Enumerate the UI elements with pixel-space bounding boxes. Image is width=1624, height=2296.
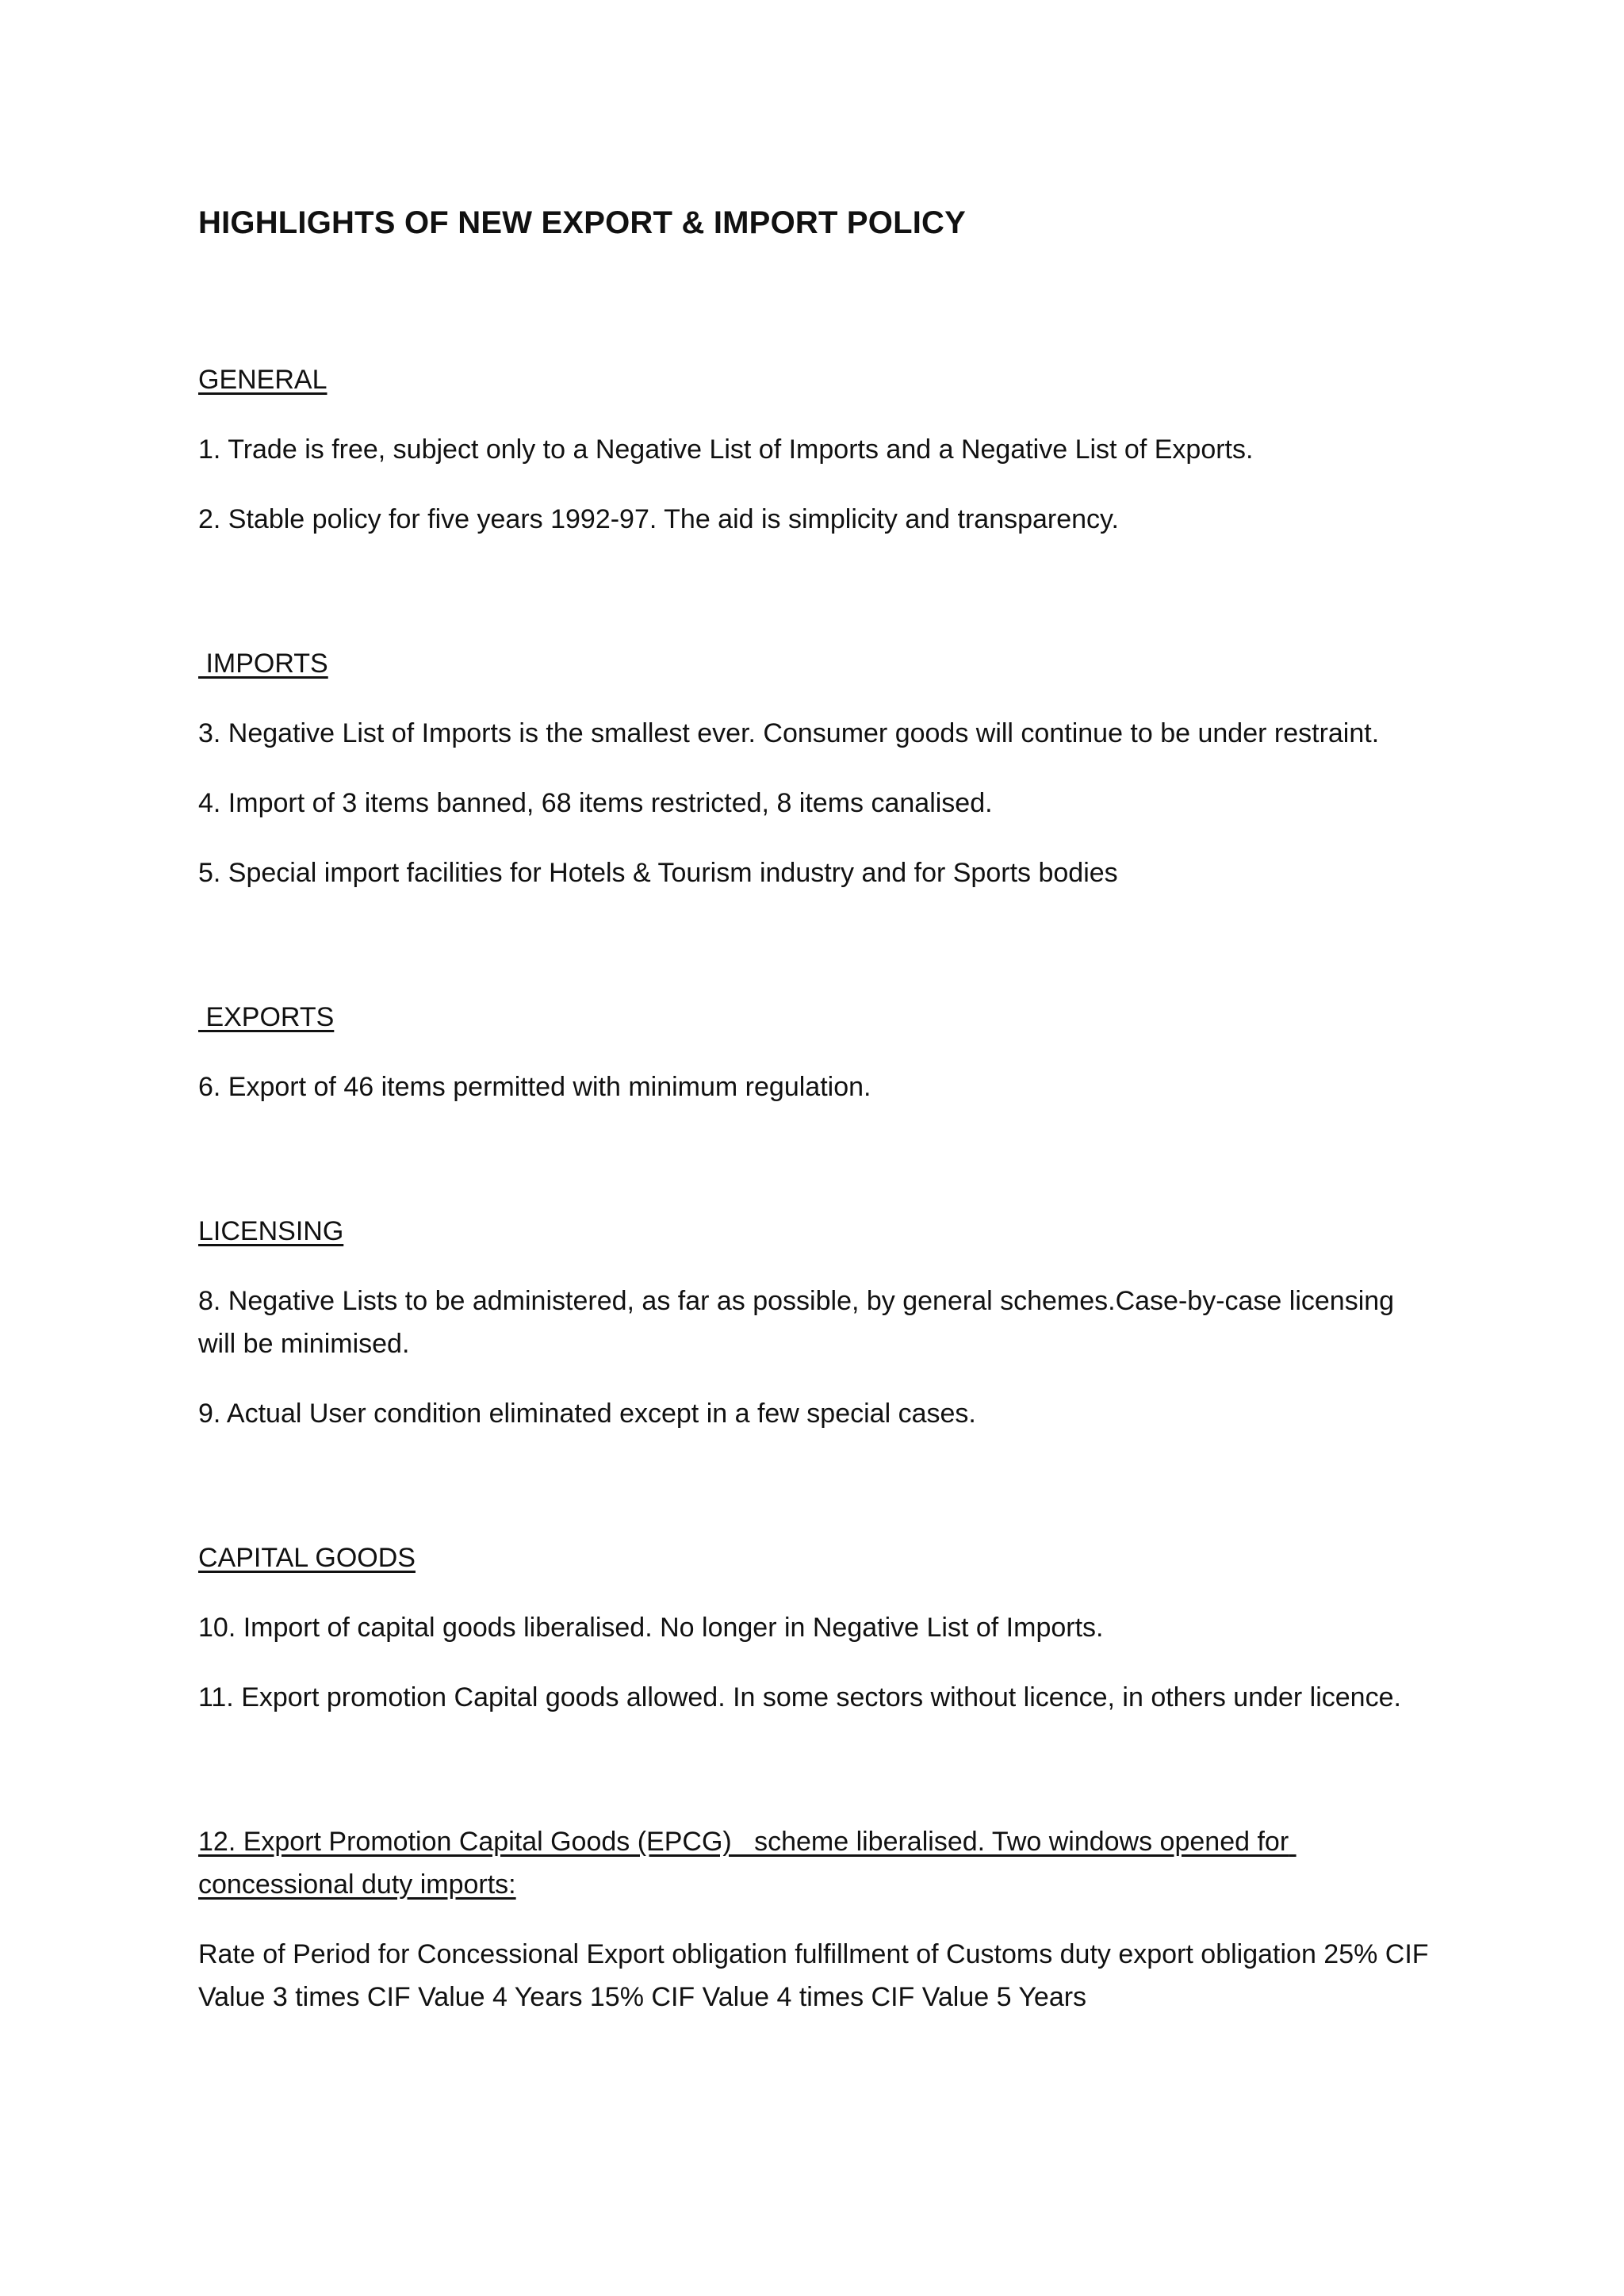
epcg-rates-paragraph: Rate of Period for Concessional Export obligation fulfillment of Customs duty export obligation 25% CIF Value 3 times CIF Value 4 Years 15% CIF Value 4 times CIF Value 5 Years <box>198 1939 1429 2012</box>
policy-item-11: 11. Export promotion Capital goods allowed. In some sectors without licence, in others under licence. <box>198 1682 1401 1712</box>
policy-item-6: 6. Export of 46 items permitted with minimum regulation. <box>198 1072 871 1102</box>
section-heading-imports: IMPORTS <box>198 649 328 679</box>
policy-item-5: 5. Special import facilities for Hotels & Tourism industry and for Sports bodies <box>198 858 1118 888</box>
section-heading-licensing: LICENSING <box>198 1216 344 1246</box>
section-heading-general: GENERAL <box>198 365 327 395</box>
policy-item-1: 1. Trade is free, subject only to a Negative List of Imports and a Negative List of Exports. <box>198 434 1254 465</box>
policy-item-8: 8. Negative Lists to be administered, as far as possible, by general schemes.Case-by-case licensing will be minimised. <box>198 1286 1395 1359</box>
section-heading-capital-goods: CAPITAL GOODS <box>198 1543 416 1573</box>
section-epcg <box>198 1820 1435 2019</box>
policy-item-2: 2. Stable policy for five years 1992-97. The aid is simplicity and transparency. <box>198 504 1119 534</box>
policy-item-3: 3. Negative List of Imports is the smallest ever. Consumer goods will continue to be under restraint. <box>198 718 1380 748</box>
document-title: HIGHLIGHTS OF NEW EXPORT & IMPORT POLICY <box>198 205 967 240</box>
document-content <box>198 198 1435 2045</box>
policy-item-10: 10. Import of capital goods liberalised. No longer in Negative List of Imports. <box>198 1613 1104 1643</box>
section-heading-exports: EXPORTS <box>198 1002 335 1032</box>
section-exports <box>198 996 1435 1108</box>
policy-item-9: 9. Actual User condition eliminated except in a few special cases. <box>198 1399 976 1429</box>
section-capital-goods <box>198 1536 1435 1719</box>
section-licensing <box>198 1210 1435 1435</box>
policy-item-12: 12. Export Promotion Capital Goods (EPCG) scheme liberalised. Two windows opened for concessional duty imports: <box>198 1827 1297 1900</box>
section-general <box>198 358 1435 541</box>
policy-item-4: 4. Import of 3 items banned, 68 items restricted, 8 items canalised. <box>198 788 993 818</box>
section-imports <box>198 642 1435 894</box>
